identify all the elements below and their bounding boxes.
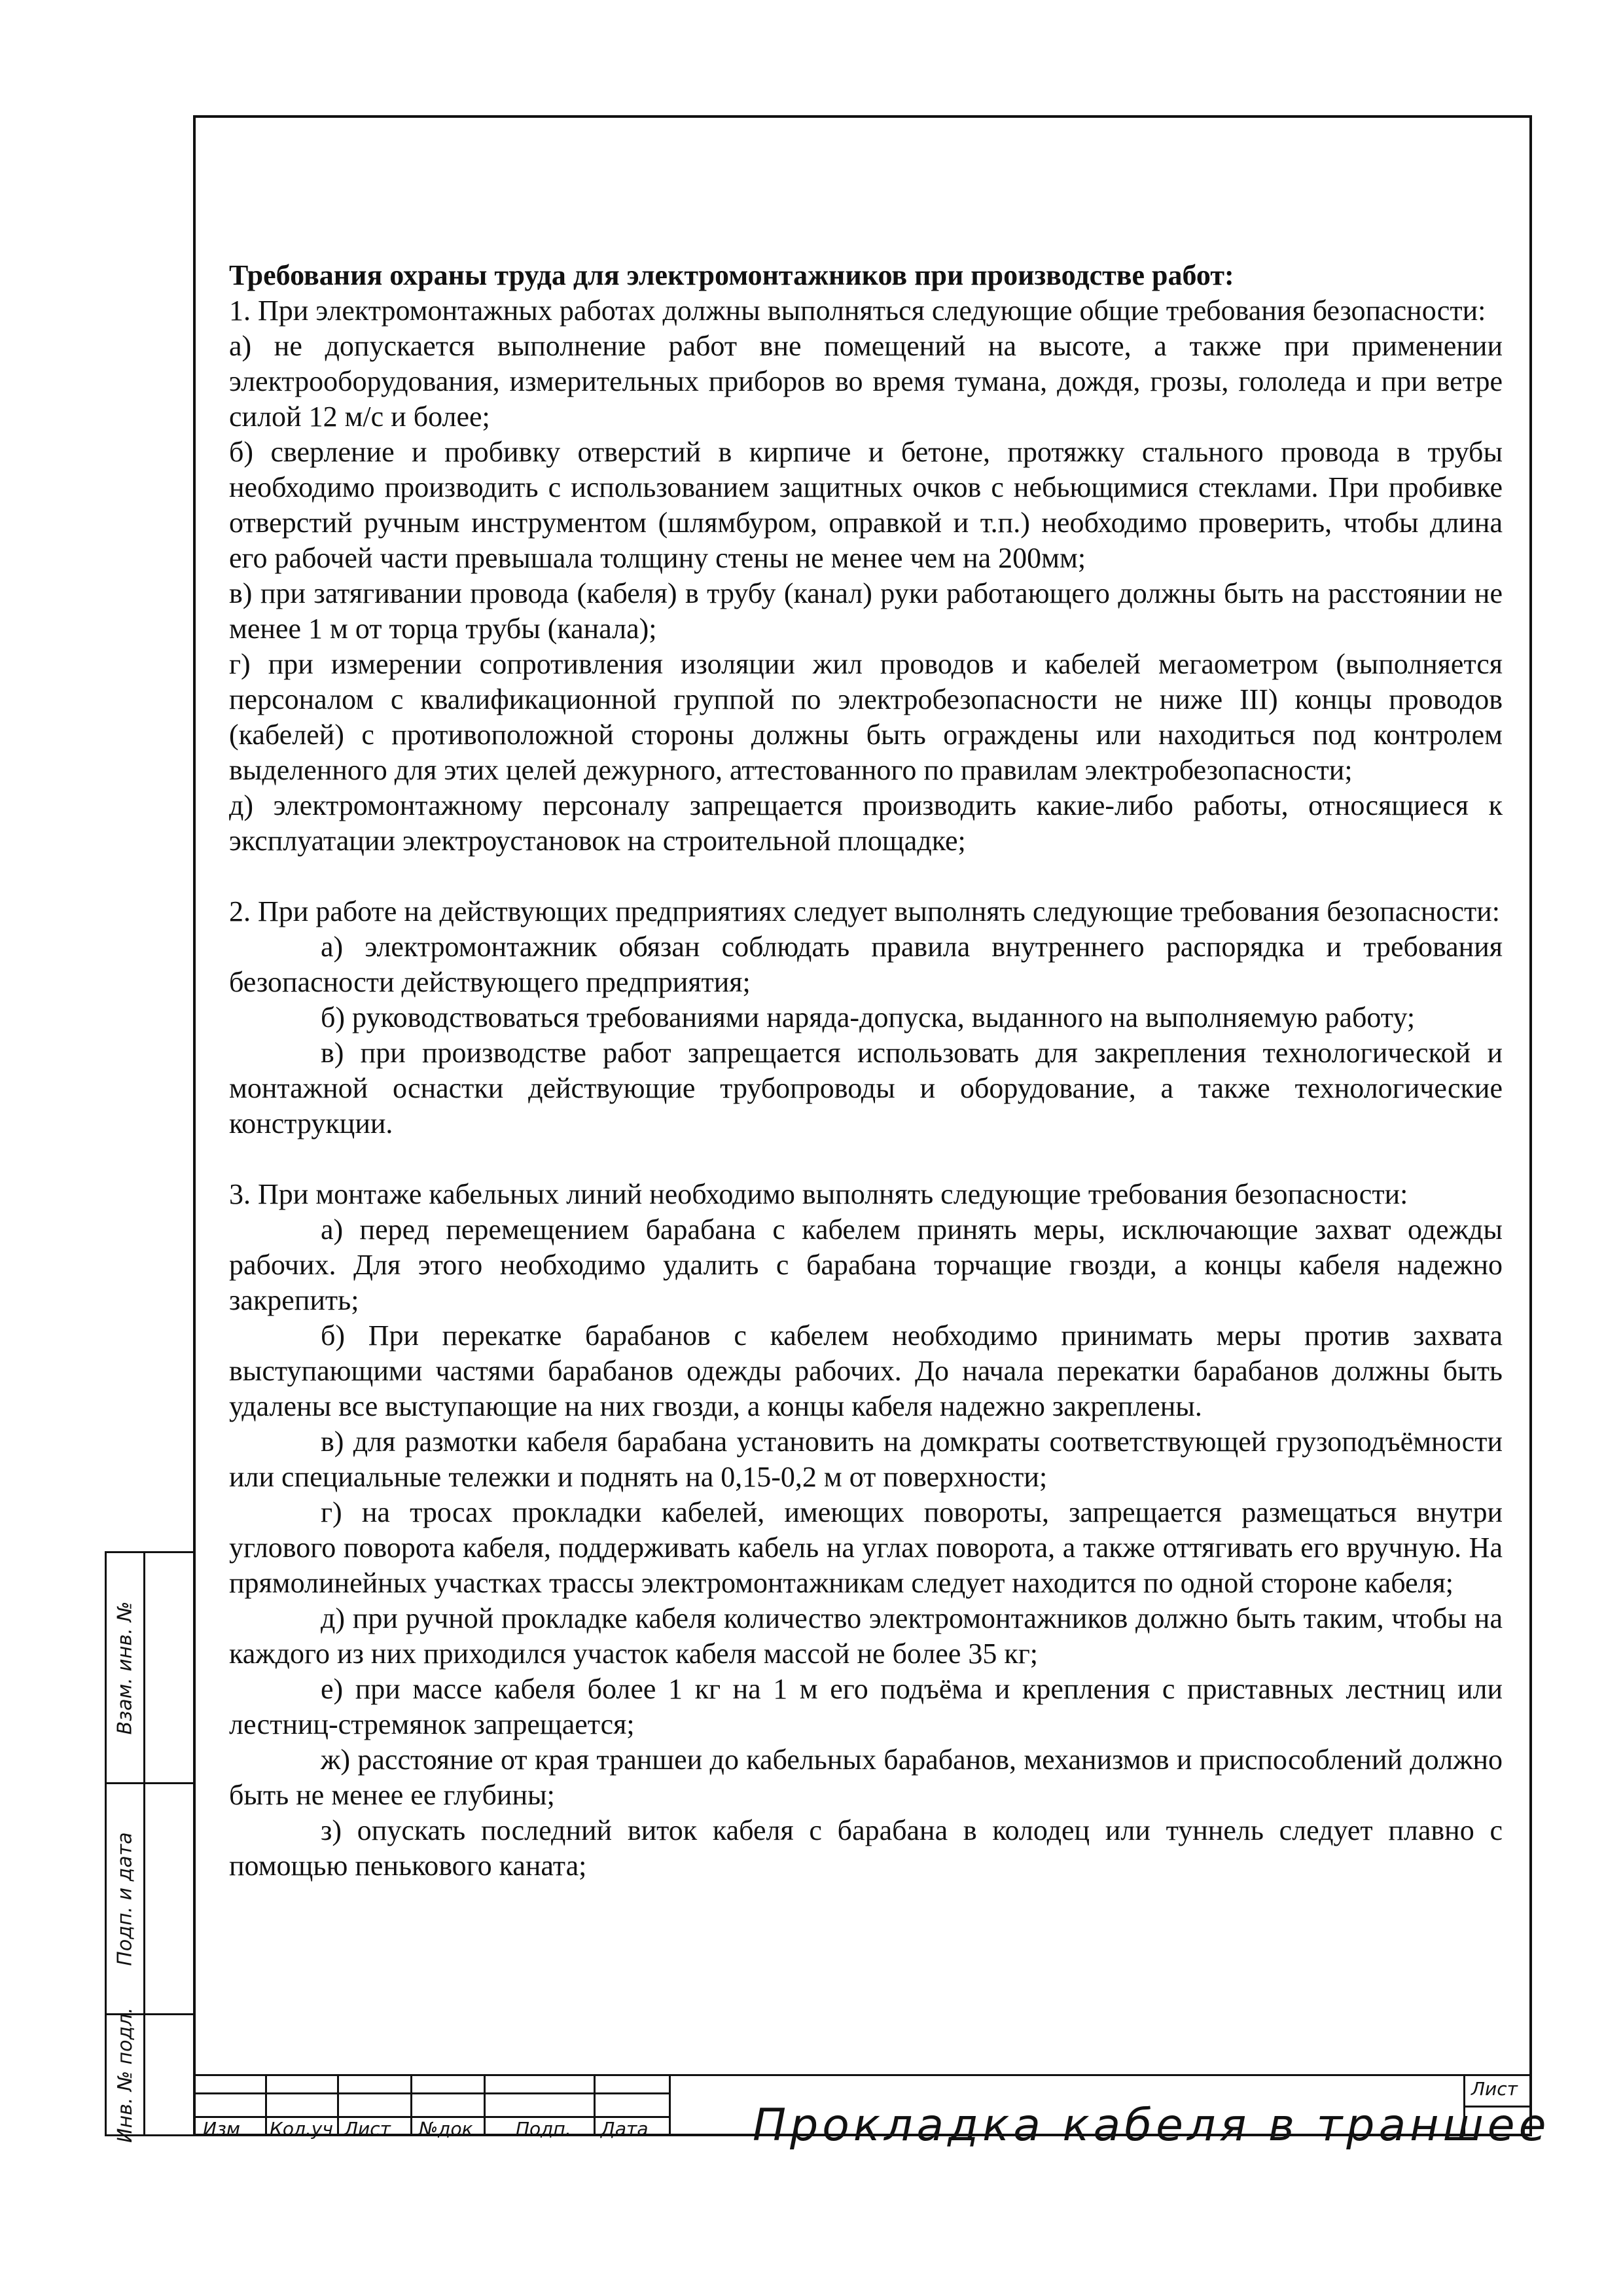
col-list: Лист	[344, 2118, 391, 2140]
col-n-dok: №док	[419, 2118, 473, 2140]
paragraph-3v: в) для размотки кабеля барабана установить на домкраты соответствующей грузоподъёмности или специальные тележки и поднять на 0,15-0,2 м от поверхности;	[229, 1426, 1503, 1493]
col-podp: Подп.	[516, 2118, 571, 2140]
paragraph-3a: а) перед перемещением барабана с кабелем принять меры, исключающие захват одежды рабочих. Для этого необходимо удалить с барабана торчащие гвозди, а концы кабеля надежно закрепить;	[229, 1213, 1503, 1316]
paragraph-1g: г) при измерении сопротивления изоляции жил проводов и кабелей мегаометром (выполняется персоналом с квалификационной группой по электробезопасности не ниже III) концы проводов (кабелей) с противоположной стороны должны быть ограждены или находиться под контролем выделенного для этих целей дежурного, аттестованного по правилам электробезопасности;	[229, 648, 1503, 786]
side-label-podp-data: Подп. и дата	[113, 1831, 137, 1966]
sheet-label: Лист	[1471, 2078, 1518, 2100]
title-block-top-line	[193, 2074, 1532, 2076]
title-block-col-line	[337, 2074, 339, 2136]
paragraph-3g: г) на тросах прокладки кабелей, имеющих повороты, запрещается размещаться внутри углового поворота кабеля, поддерживать кабель на углах поворота, а также оттягивать его вручную. На прямолинейных участках трассы электромонтажникам следует находится по одной стороне кабеля;	[229, 1496, 1503, 1599]
col-kol-uch: Кол.уч	[270, 2118, 333, 2140]
paragraph-1v: в) при затягивании провода (кабеля) в трубу (канал) руки работающего должны быть на расстоянии не менее 1 м от торца трубы (канала);	[229, 577, 1503, 645]
paragraph-1d: д) электромонтажному персоналу запрещается производить какие-либо работы, относящиеся к эксплуатации электроустановок на строительной площадке;	[229, 789, 1503, 857]
side-stamp-divider	[143, 1553, 145, 1782]
side-stamp-divider	[143, 1784, 145, 2013]
side-stamp-vzam-inv	[105, 1551, 196, 1784]
paragraph-1a: а) не допускается выполнение работ вне помещений на высоте, а также при применении электрооборудования, измерительных приборов во время тумана, дождя, грозы, гололеда и при ветре силой 12 м/с и более;	[229, 330, 1503, 433]
side-stamp-inv-podl	[105, 2007, 196, 2143]
title-block-col-line	[594, 2074, 596, 2136]
spacer	[229, 859, 1503, 894]
document-body	[229, 258, 1503, 1884]
side-stamp-divider	[143, 2015, 145, 2134]
paragraph-1: 1. При электромонтажных работах должны выполняться следующие общие требования безопасности:	[229, 295, 1486, 327]
paragraph-2b: б) руководствоваться требованиями наряда-допуска, выданного на выполняемую работу;	[321, 1001, 1416, 1033]
title-block-col-line	[484, 2074, 486, 2136]
paragraph-2v: в) при производстве работ запрещается использовать для закрепления технологической и монтажной оснастки действующие трубопроводы и оборудование, а также технологические конструкции.	[229, 1037, 1503, 1139]
paragraph-3e: е) при массе кабеля более 1 кг на 1 м его подъёма и крепления с приставных лестниц или лестниц-стремянок запрещается;	[229, 1673, 1503, 1740]
paragraph-3zh: ж) расстояние от края траншеи до кабельных барабанов, механизмов и приспособлений должно быть не менее ее глубины;	[229, 1744, 1503, 1811]
side-label-vzam-inv: Взам. инв. №	[113, 1601, 137, 1734]
paragraph-3z: з) опускать последний виток кабеля с барабана в колодец или туннель следует плавно с помощью пенькового каната;	[229, 1814, 1503, 1882]
col-data: Дата	[601, 2118, 649, 2140]
col-izm: Изм	[203, 2118, 240, 2140]
paragraph-3: 3. При монтаже кабельных линий необходимо выполнять следующие требования безопасности:	[229, 1178, 1408, 1210]
title-block-col-line	[410, 2074, 412, 2136]
paragraph-3b: б) При перекатке барабанов с кабелем необходимо принимать меры против захвата выступающими частями барабанов одежды рабочих. До начала перекатки барабанов должны быть удалены все выступающие на них гвозди, а концы кабеля надежно закреплены.	[229, 1319, 1503, 1422]
document-title: Прокладка кабеля в траншее	[753, 2100, 1550, 2151]
paragraph-2: 2. При работе на действующих предприятиях следует выполнять следующие требования безопасности:	[229, 895, 1501, 927]
side-label-inv-podl: Инв. № подл.	[113, 2007, 137, 2143]
paragraph-1b: б) сверление и пробивку отверстий в кирпиче и бетоне, протяжку стального провода в трубы необходимо производить с использованием защитных очков с небьющимися стеклами. При пробивке отверстий ручным инструментом (шлямбуром, оправкой и т.п.) необходимо проверить, чтобы длина его рабочей части превышала толщину стены не менее чем на 200мм;	[229, 436, 1503, 574]
paragraph-3d: д) при ручной прокладке кабеля количество электромонтажников должно быть таким, чтобы на каждого из них приходился участок кабеля массой не более 35 кг;	[229, 1602, 1503, 1670]
spacer	[229, 1141, 1503, 1177]
side-stamp-podp-data	[105, 1782, 196, 2015]
title-block-col-line	[265, 2074, 267, 2136]
paragraph-2a: а) электромонтажник обязан соблюдать правила внутреннего распорядка и требования безопасности действующего предприятия;	[229, 931, 1503, 998]
title-block-col-line	[669, 2074, 671, 2136]
document-heading: Требования охраны труда для электромонтажников при производстве работ:	[229, 259, 1234, 291]
